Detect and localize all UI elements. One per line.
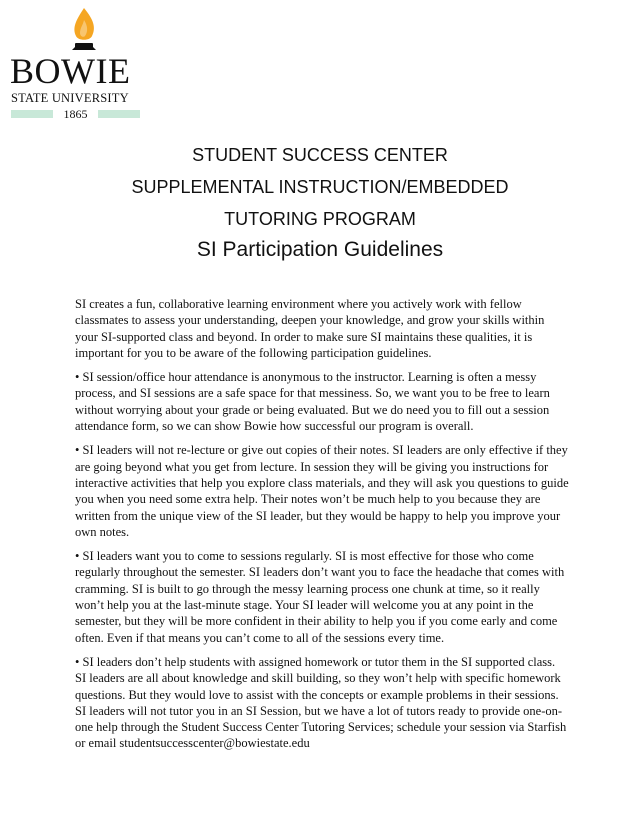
header-line-1: STUDENT SUCCESS CENTER <box>192 145 448 165</box>
header-line-2: SUPPLEMENTAL INSTRUCTION/EMBEDDED <box>131 177 509 197</box>
logo-year: 1865 <box>63 107 88 121</box>
logo-subtitle: STATE UNIVERSITY <box>11 91 129 105</box>
guideline-anonymous-attendance: • SI session/office hour attendance is anonymous to the instructor. Learning is often a messy process, and SI sessions are a safe space for that messiness. So, we want you to be free to learn without worrying about your grade or being evaluated. But we do need you to fill out a session attendance form, so we can show Bowie how successful our program is overall. <box>75 370 550 434</box>
flame-icon <box>66 6 102 54</box>
guideline-no-relecture: • SI leaders will not re-lecture or give out copies of their notes. SI leaders are only effective if they are going beyond what you get from lecture. In session they will be giving you instructions for interactive activities that help you explore class materials, and they will ask you questions to guide you when you need some extra help. Their notes won’t be much help to you because they are written from the unique view of the SI leader, but they would be happy to help you improve your own notes. <box>75 443 569 539</box>
intro-paragraph: SI creates a fun, collaborative learning environment where you actively work with fellow classmates to assess your understanding, deepen your knowledge, and grow your skills within your SI-supported class and beyond. In order to make sure SI maintains these qualities, it is important for you to be aware of the following participation guidelines. <box>75 297 545 360</box>
page-title: SI Participation Guidelines <box>196 238 444 261</box>
guidelines-body <box>75 296 569 760</box>
guideline-attend-regularly: • SI leaders want you to come to sessions regularly. SI is most effective for those who come regularly throughout the semester. SI leaders don’t want you to face the headache that comes with cramming. SI is built to go through the messy learning process one chunk at time, so it really won’t help you at the last-minute stage. Your SI leader will welcome you at any point in the semester, but they will be more confident in their ability to help you if you come early and come often. Even if that means you can’t come to all of the sessions every time. <box>75 549 565 645</box>
logo-wordmark: BOWIE <box>10 51 131 91</box>
university-logo <box>10 6 142 122</box>
guideline-no-homework-help: • SI leaders don’t help students with assigned homework or tutor them in the SI supported class. SI leaders are all about knowledge and skill building, so they won’t help with specific homework questions. But they would love to assist with the concepts or example problems in their sessions. SI leaders will not tutor you in an SI Session, but we have a lot of tutors ready to provide one-on-one help through the Student Success Center Tutoring Services; schedule your session via Starfish or email studentsuccesscenter@bowiestate.edu <box>75 654 567 751</box>
header-line-3: TUTORING PROGRAM <box>224 209 416 229</box>
